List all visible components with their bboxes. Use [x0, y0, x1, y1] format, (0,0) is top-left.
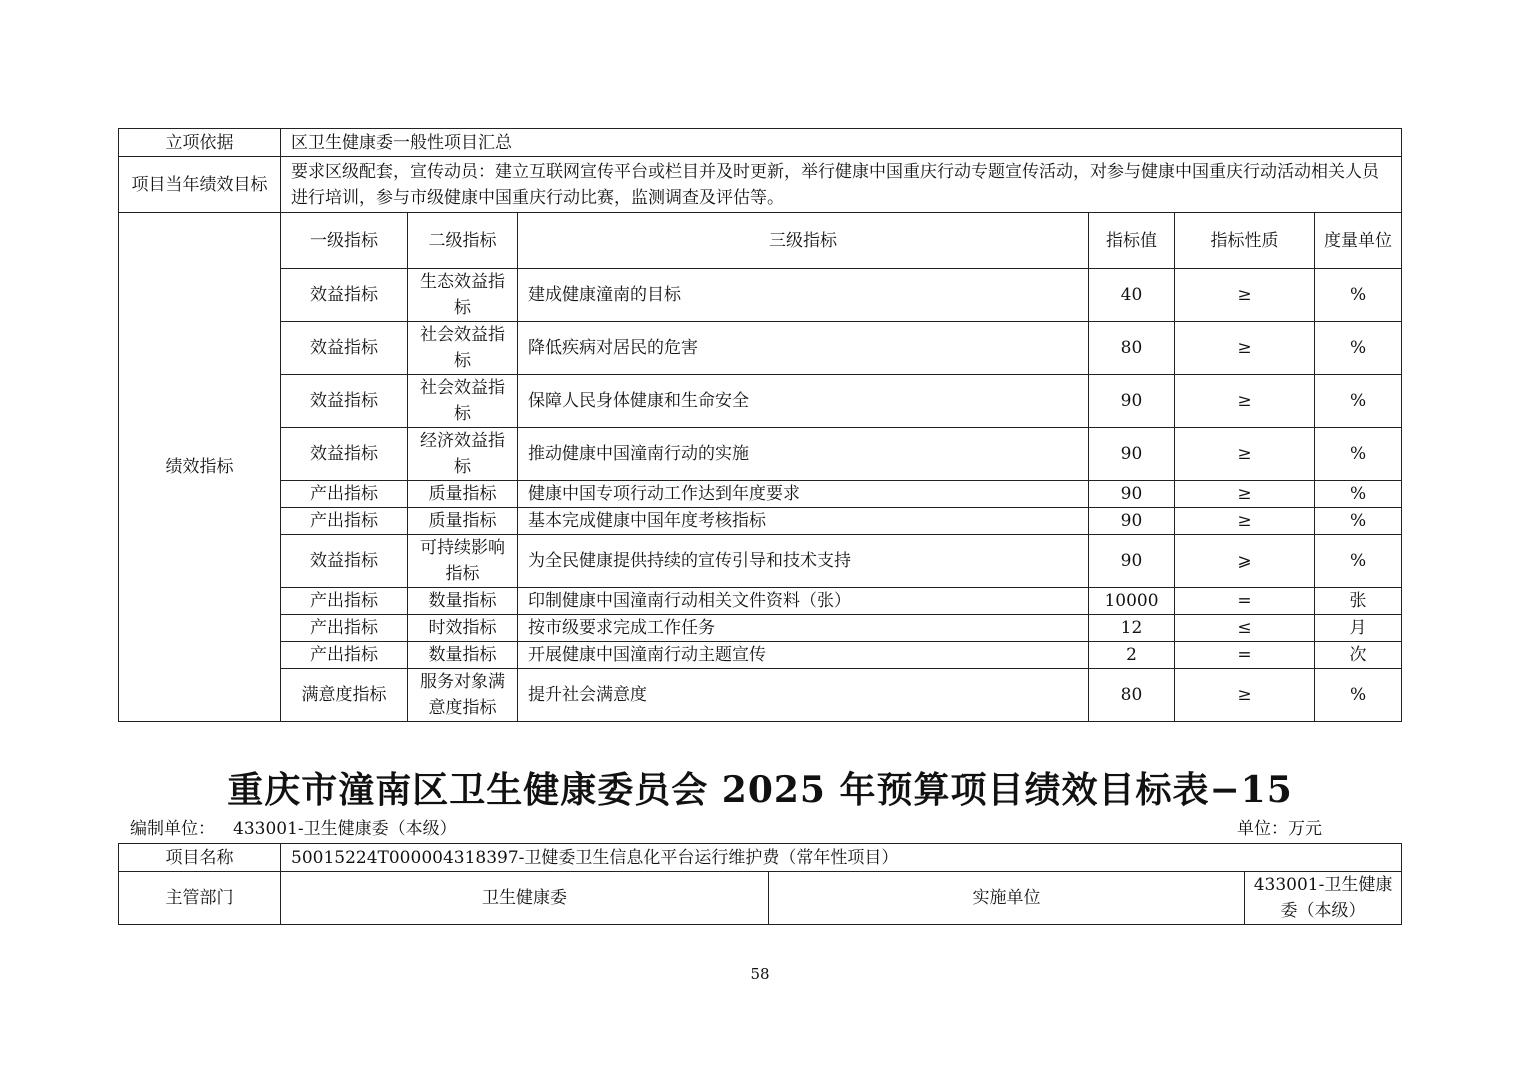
- indicator-unit: %: [1315, 375, 1402, 428]
- indicator-nature: =: [1175, 642, 1315, 669]
- indicator-unit: 张: [1315, 588, 1402, 615]
- indicator-level1: 效益指标: [281, 535, 408, 588]
- indicator-level3: 健康中国专项行动工作达到年度要求: [518, 481, 1089, 508]
- indicator-value: 80: [1089, 669, 1175, 722]
- indicator-level1: 效益指标: [281, 375, 408, 428]
- project-info-table: [118, 843, 1402, 925]
- indicator-unit: %: [1315, 269, 1402, 322]
- header-level3: 三级指标: [518, 213, 1089, 269]
- indicator-nature: ≥: [1175, 669, 1315, 722]
- dept-label: 主管部门: [119, 872, 281, 925]
- indicator-unit: %: [1315, 535, 1402, 588]
- performance-indicator-table: [118, 128, 1402, 722]
- indicator-level2: 生态效益指标: [408, 269, 518, 322]
- table-row: [119, 669, 1402, 722]
- indicator-nature: ≥: [1175, 428, 1315, 481]
- indicator-nature: ⩾: [1175, 535, 1315, 588]
- indicator-level2: 数量指标: [408, 588, 518, 615]
- indicator-value: 90: [1089, 535, 1175, 588]
- table-row: [119, 375, 1402, 428]
- indicator-value: 90: [1089, 428, 1175, 481]
- indicator-level2: 质量指标: [408, 508, 518, 535]
- indicator-level2: 经济效益指标: [408, 428, 518, 481]
- indicator-level1: 效益指标: [281, 269, 408, 322]
- indicator-level3: 提升社会满意度: [518, 669, 1089, 722]
- table-row: [119, 642, 1402, 669]
- table-row: [119, 481, 1402, 508]
- indicator-level1: 产出指标: [281, 508, 408, 535]
- indicator-level3: 印制健康中国潼南行动相关文件资料（张）: [518, 588, 1089, 615]
- indicator-nature: ≤: [1175, 615, 1315, 642]
- header-level2: 二级指标: [408, 213, 518, 269]
- dept-value: 卫生健康委: [281, 872, 769, 925]
- table-row: [119, 535, 1402, 588]
- indicator-level2: 质量指标: [408, 481, 518, 508]
- goal-value: 要求区级配套，宣传动员：建立互联网宣传平台或栏目并及时更新，举行健康中国重庆行动专题宣传活动，对参与健康中国重庆行动活动相关人员进行培训，参与市级健康中国重庆行动比赛，监测调查及评估等。: [281, 157, 1402, 213]
- indicator-level1: 效益指标: [281, 428, 408, 481]
- org-line: [130, 817, 457, 841]
- indicator-nature: =: [1175, 588, 1315, 615]
- indicator-level2: 社会效益指标: [408, 375, 518, 428]
- indicator-level3: 建成健康潼南的目标: [518, 269, 1089, 322]
- unit-label: 单位：万元: [1237, 819, 1322, 839]
- indicator-unit: %: [1315, 428, 1402, 481]
- table-row: [119, 269, 1402, 322]
- indicator-value: 2: [1089, 642, 1175, 669]
- indicator-level2: 可持续影响指标: [408, 535, 518, 588]
- org-value: 433001-卫生健康委（本级）: [233, 819, 457, 839]
- project-name-value: 50015224T000004318397-卫健委卫生信息化平台运行维护费（常年性项目）: [281, 844, 1402, 872]
- indicator-value: 12: [1089, 615, 1175, 642]
- indicator-unit: %: [1315, 322, 1402, 375]
- indicator-unit: %: [1315, 669, 1402, 722]
- indicator-level3: 按市级要求完成工作任务: [518, 615, 1089, 642]
- basis-value: 区卫生健康委一般性项目汇总: [281, 129, 1402, 157]
- indicator-nature: ≥: [1175, 481, 1315, 508]
- indicator-unit: 次: [1315, 642, 1402, 669]
- indicator-unit: 月: [1315, 615, 1402, 642]
- table-row: [119, 615, 1402, 642]
- org-label: 编制单位：: [130, 819, 215, 839]
- indicator-level3: 基本完成健康中国年度考核指标: [518, 508, 1089, 535]
- indicator-level2: 社会效益指标: [408, 322, 518, 375]
- indicator-value: 90: [1089, 375, 1175, 428]
- indicator-level2: 时效指标: [408, 615, 518, 642]
- indicator-value: 40: [1089, 269, 1175, 322]
- page-title: 重庆市潼南区卫生健康委员会 2025 年预算项目绩效目标表−15: [227, 769, 1293, 811]
- indicator-level1: 产出指标: [281, 481, 408, 508]
- indicator-level3: 开展健康中国潼南行动主题宣传: [518, 642, 1089, 669]
- impl-label: 实施单位: [769, 872, 1245, 925]
- indicator-level2: 服务对象满意度指标: [408, 669, 518, 722]
- indicator-level1: 产出指标: [281, 615, 408, 642]
- indicator-unit: %: [1315, 508, 1402, 535]
- indicator-level2: 数量指标: [408, 642, 518, 669]
- table-row: [119, 322, 1402, 375]
- header-level1: 一级指标: [281, 213, 408, 269]
- indicator-nature: ≥: [1175, 322, 1315, 375]
- indicator-value: 90: [1089, 508, 1175, 535]
- indicator-level1: 满意度指标: [281, 669, 408, 722]
- indicator-level1: 产出指标: [281, 588, 408, 615]
- indicators-label: 绩效指标: [119, 213, 281, 722]
- indicator-nature: ≥: [1175, 375, 1315, 428]
- indicator-level3: 保障人民身体健康和生命安全: [518, 375, 1089, 428]
- indicator-level1: 效益指标: [281, 322, 408, 375]
- header-unit: 度量单位: [1315, 213, 1402, 269]
- table-row: [119, 588, 1402, 615]
- impl-value: 433001-卫生健康委（本级）: [1245, 872, 1402, 925]
- goal-label: 项目当年绩效目标: [119, 157, 281, 213]
- header-nature: 指标性质: [1175, 213, 1315, 269]
- indicator-level3: 降低疾病对居民的危害: [518, 322, 1089, 375]
- indicator-nature: ≥: [1175, 269, 1315, 322]
- table-row: [119, 428, 1402, 481]
- basis-label: 立项依据: [119, 129, 281, 157]
- indicator-level1: 产出指标: [281, 642, 408, 669]
- table-row: [119, 508, 1402, 535]
- page-number: 58: [750, 965, 770, 983]
- project-name-label: 项目名称: [119, 844, 281, 872]
- indicator-value: 80: [1089, 322, 1175, 375]
- indicator-level3: 推动健康中国潼南行动的实施: [518, 428, 1089, 481]
- indicator-unit: %: [1315, 481, 1402, 508]
- indicator-value: 10000: [1089, 588, 1175, 615]
- indicator-level3: 为全民健康提供持续的宣传引导和技术支持: [518, 535, 1089, 588]
- indicator-nature: ≥: [1175, 508, 1315, 535]
- header-value: 指标值: [1089, 213, 1175, 269]
- indicator-value: 90: [1089, 481, 1175, 508]
